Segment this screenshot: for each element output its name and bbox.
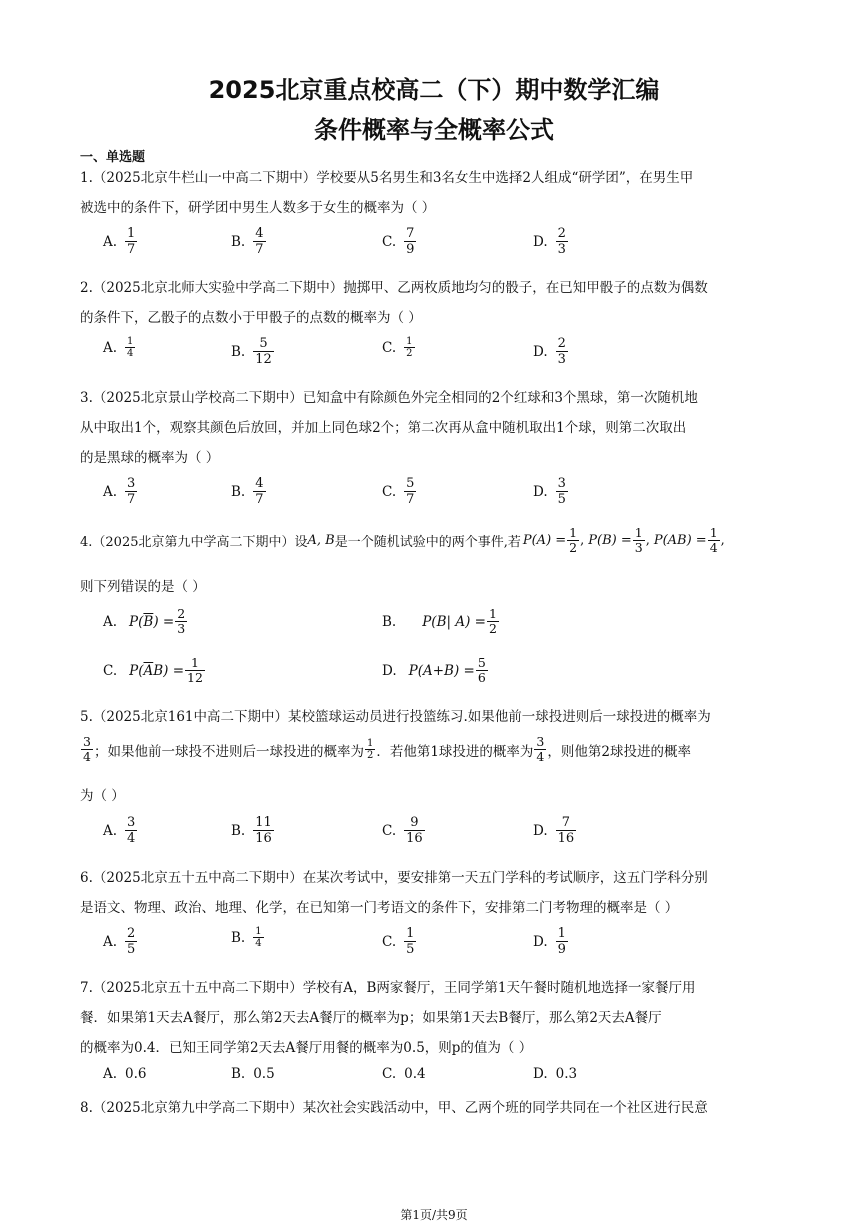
q5-option-a: A. $\frac{3}{4}$ bbox=[103, 815, 136, 846]
q7-option-d: D. 0.3 bbox=[533, 1066, 578, 1082]
q4-option-d: D. P(A+B) = $\frac{5}{6}$ bbox=[382, 655, 486, 685]
q7-option-c: C. 0.4 bbox=[382, 1066, 426, 1082]
q4-line2: 则下列错误的是（ ） bbox=[80, 579, 206, 595]
q3-line2: 从中取出1个，观察其颜色后放回，并加上同色球2个；第二次再从盒中随机取出1个球，则第二次取出 bbox=[80, 420, 687, 436]
q2-line1: 2.（2025北京北师大实验中学高二下期中）抛掷甲、乙两枚质地均匀的骰子，在已知甲骰子的点数为偶数 bbox=[80, 280, 708, 296]
q1-line1: 1.（2025北京牛栏山一中高二下期中）学校要从5名男生和3名女生中选择2人组成“研学团”，在男生甲 bbox=[80, 170, 694, 186]
q5-option-c: C. $\frac{9}{16}$ bbox=[382, 815, 423, 846]
section-heading: 一、单选题 bbox=[80, 150, 146, 165]
q7-option-b: B. 0.5 bbox=[231, 1066, 275, 1082]
q7-line3: 的概率为0.4．已知王同学第2天去A餐厅用餐的概率为0.5，则p的值为（ ） bbox=[80, 1040, 533, 1056]
q2-option-b: B. $\frac{5}{12}$ bbox=[231, 336, 272, 367]
q4-option-c: C. $P(\overline{A}B)$ = $\frac{1}{12}$ bbox=[103, 655, 203, 685]
q5-line3: 为（ ） bbox=[80, 788, 125, 804]
q4-option-a: A. $P(\overline{B})$ = $\frac{2}{3}$ bbox=[103, 606, 186, 636]
q2-option-a: A. $\frac{1}{4}$ bbox=[103, 336, 134, 359]
q7-line2: 餐．如果第1天去A餐厅，那么第2天去A餐厅的概率为p；如果第1天去B餐厅，那么第2天去A餐厅 bbox=[80, 1010, 662, 1026]
q4-line1: 4.（2025北京第九中学高二下期中）设 A, B 是一个随机试验中的两个事件,若 P(A) = $\frac{1}{2}$ , P(B) = $\frac{1}{3}$ , P(AB) = $\frac{1}{4}$ , bbox=[80, 525, 725, 555]
q6-line2: 是语文、物理、政治、地理、化学，在已知第一门考语文的条件下，安排第二门考物理的概率是（ ） bbox=[80, 900, 679, 916]
q7-option-a: A. 0.6 bbox=[103, 1066, 147, 1082]
q3-option-d: D. $\frac{3}{5}$ bbox=[533, 476, 566, 507]
page-footer: 第1页/共9页 bbox=[400, 1208, 468, 1222]
q1-option-c: C. $\frac{7}{9}$ bbox=[382, 226, 415, 257]
q6-option-b: B. $\frac{1}{4}$ bbox=[231, 926, 262, 949]
q1-option-d: D. $\frac{2}{3}$ bbox=[533, 226, 566, 257]
q6-line1: 6.（2025北京五十五中高二下期中）在某次考试中，要安排第一天五门学科的考试顺序，这五门学科分别 bbox=[80, 870, 708, 886]
q3-option-a: A. $\frac{3}{7}$ bbox=[103, 476, 136, 507]
q6-option-a: A. $\frac{2}{5}$ bbox=[103, 926, 136, 957]
q7-line1: 7.（2025北京五十五中高二下期中）学校有A，B两家餐厅，王同学第1天午餐时随机地选择一家餐厅用 bbox=[80, 980, 696, 996]
q8-line1: 8.（2025北京第九中学高二下期中）某次社会实践活动中，甲、乙两个班的同学共同在一个社区进行民意 bbox=[80, 1100, 708, 1116]
q5-option-d: D. $\frac{7}{16}$ bbox=[533, 815, 575, 846]
q5-option-b: B. $\frac{11}{16}$ bbox=[231, 815, 272, 846]
q4-option-b: B. P(B| A) = $\frac{1}{2}$ bbox=[382, 606, 497, 636]
q2-line2: 的条件下，乙骰子的点数小于甲骰子的点数的概率为（ ） bbox=[80, 310, 422, 326]
q2-option-c: C. $\frac{1}{2}$ bbox=[382, 336, 413, 359]
q3-line1: 3.（2025北京景山学校高二下期中）已知盒中有除颜色外完全相同的2个红球和3个黑球，第一次随机地 bbox=[80, 390, 698, 406]
q6-option-d: D. $\frac{1}{9}$ bbox=[533, 926, 566, 957]
q1-line2: 被选中的条件下，研学团中男生人数多于女生的概率为（ ） bbox=[80, 200, 436, 216]
q5-line2: 3 4 ；如果他前一球投不进则后一球投进的概率为 1 2 ．若他第1球投进的概率为 3 4 ，则他第2球投进的概率 bbox=[83, 734, 691, 764]
q1-option-a: A. $\frac{1}{7}$ bbox=[103, 226, 136, 257]
q6-option-c: C. $\frac{1}{5}$ bbox=[382, 926, 415, 957]
q3-line3: 的是黑球的概率为（ ） bbox=[80, 450, 220, 466]
q2-option-d: D. $\frac{2}{3}$ bbox=[533, 336, 566, 367]
q3-option-b: B. $\frac{4}{7}$ bbox=[231, 476, 264, 507]
q1-option-b: B. $\frac{4}{7}$ bbox=[231, 226, 264, 257]
q5-line1: 5.（2025北京161中高二下期中）某校篮球运动员进行投篮练习.如果他前一球投进则后一球投进的概率为 bbox=[80, 709, 711, 725]
q3-option-c: C. $\frac{5}{7}$ bbox=[382, 476, 415, 507]
document-subtitle: 条件概率与全概率公式 bbox=[314, 116, 554, 144]
document-title: 2025北京重点校高二（下）期中数学汇编 bbox=[208, 76, 660, 104]
